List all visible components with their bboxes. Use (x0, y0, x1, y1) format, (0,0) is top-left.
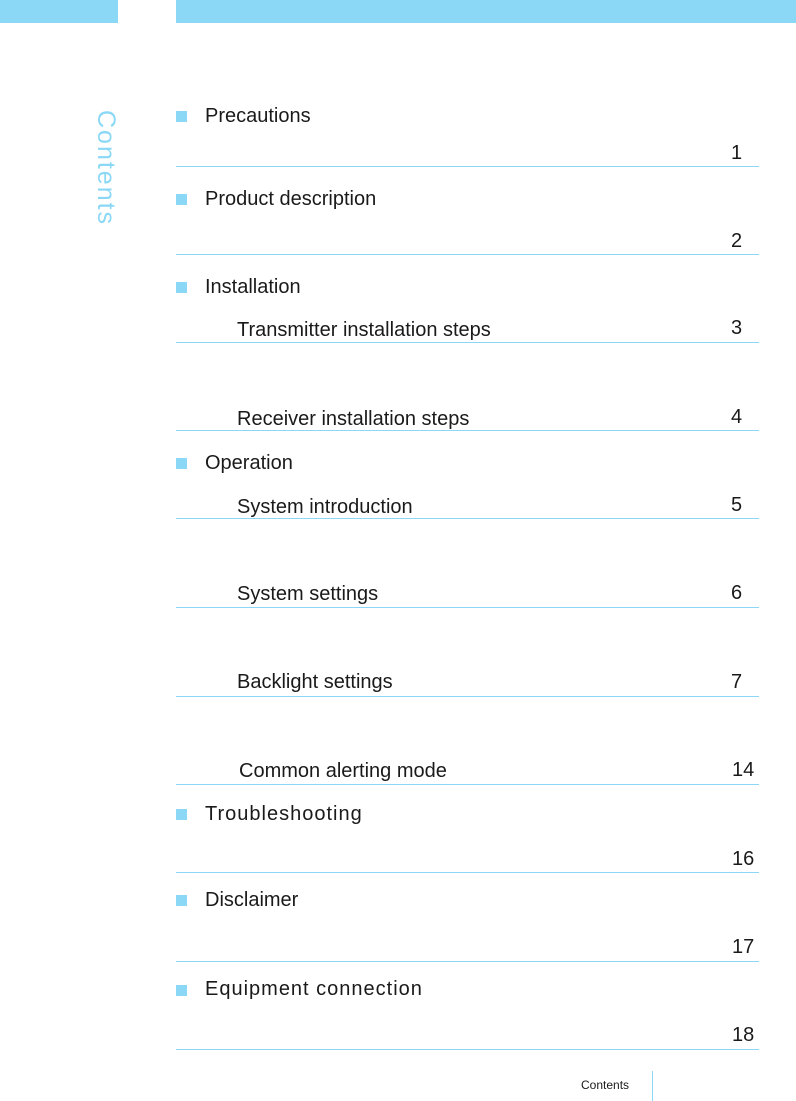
toc-section-installation[interactable]: Installation (205, 276, 301, 298)
toc-divider (176, 342, 759, 343)
toc-entry-equipment-connection[interactable]: Equipment connection (205, 978, 423, 1000)
toc-entry-common-alerting-mode[interactable]: Common alerting mode (239, 760, 447, 782)
header-bar-right (176, 0, 796, 23)
toc-entry-system-settings[interactable]: System settings (237, 583, 379, 605)
toc-divider (176, 430, 759, 431)
bullet-square-icon (176, 985, 187, 996)
toc-divider (176, 696, 759, 697)
bullet-square-icon (176, 895, 187, 906)
footer-label: Contents (581, 1078, 630, 1092)
toc-entry-product-description[interactable]: Product description (205, 188, 377, 210)
toc-page-number: 14 (732, 759, 755, 781)
toc-divider (176, 961, 759, 962)
bullet-square-icon (176, 458, 187, 469)
toc-page-number: 5 (731, 494, 743, 516)
toc-page-number: 17 (732, 936, 755, 958)
toc-page-number: 4 (731, 406, 743, 428)
toc-page-number: 16 (732, 848, 755, 870)
toc-divider (176, 1049, 759, 1050)
bullet-square-icon (176, 194, 187, 205)
toc-page-number: 3 (731, 317, 743, 339)
toc-entry-troubleshooting[interactable]: Troubleshooting (205, 803, 363, 825)
toc-divider (176, 166, 759, 167)
toc-page-number: 1 (731, 142, 743, 164)
toc-page-number: 18 (732, 1024, 755, 1046)
toc-page-number: 2 (731, 230, 743, 252)
bullet-square-icon (176, 809, 187, 820)
toc-divider (176, 872, 759, 873)
toc-entry-precautions[interactable]: Precautions (205, 105, 311, 127)
toc-entry-backlight-settings[interactable]: Backlight settings (237, 671, 393, 693)
toc-page-number: 6 (731, 582, 743, 604)
toc-entry-transmitter-installation[interactable]: Transmitter installation steps (237, 319, 491, 341)
toc-divider (176, 784, 759, 785)
bullet-square-icon (176, 111, 187, 122)
toc-divider (176, 607, 759, 608)
toc-page-number: 7 (731, 671, 743, 693)
toc-divider (176, 254, 759, 255)
bullet-square-icon (176, 282, 187, 293)
toc-divider (176, 518, 759, 519)
toc-entry-system-introduction[interactable]: System introduction (237, 496, 413, 518)
footer-separator (652, 1071, 653, 1101)
toc-entry-disclaimer[interactable]: Disclaimer (205, 889, 299, 911)
header-bar-left (0, 0, 118, 23)
toc-section-operation[interactable]: Operation (205, 452, 293, 474)
side-title: Contents (92, 110, 120, 227)
toc-entry-receiver-installation[interactable]: Receiver installation steps (237, 408, 470, 430)
